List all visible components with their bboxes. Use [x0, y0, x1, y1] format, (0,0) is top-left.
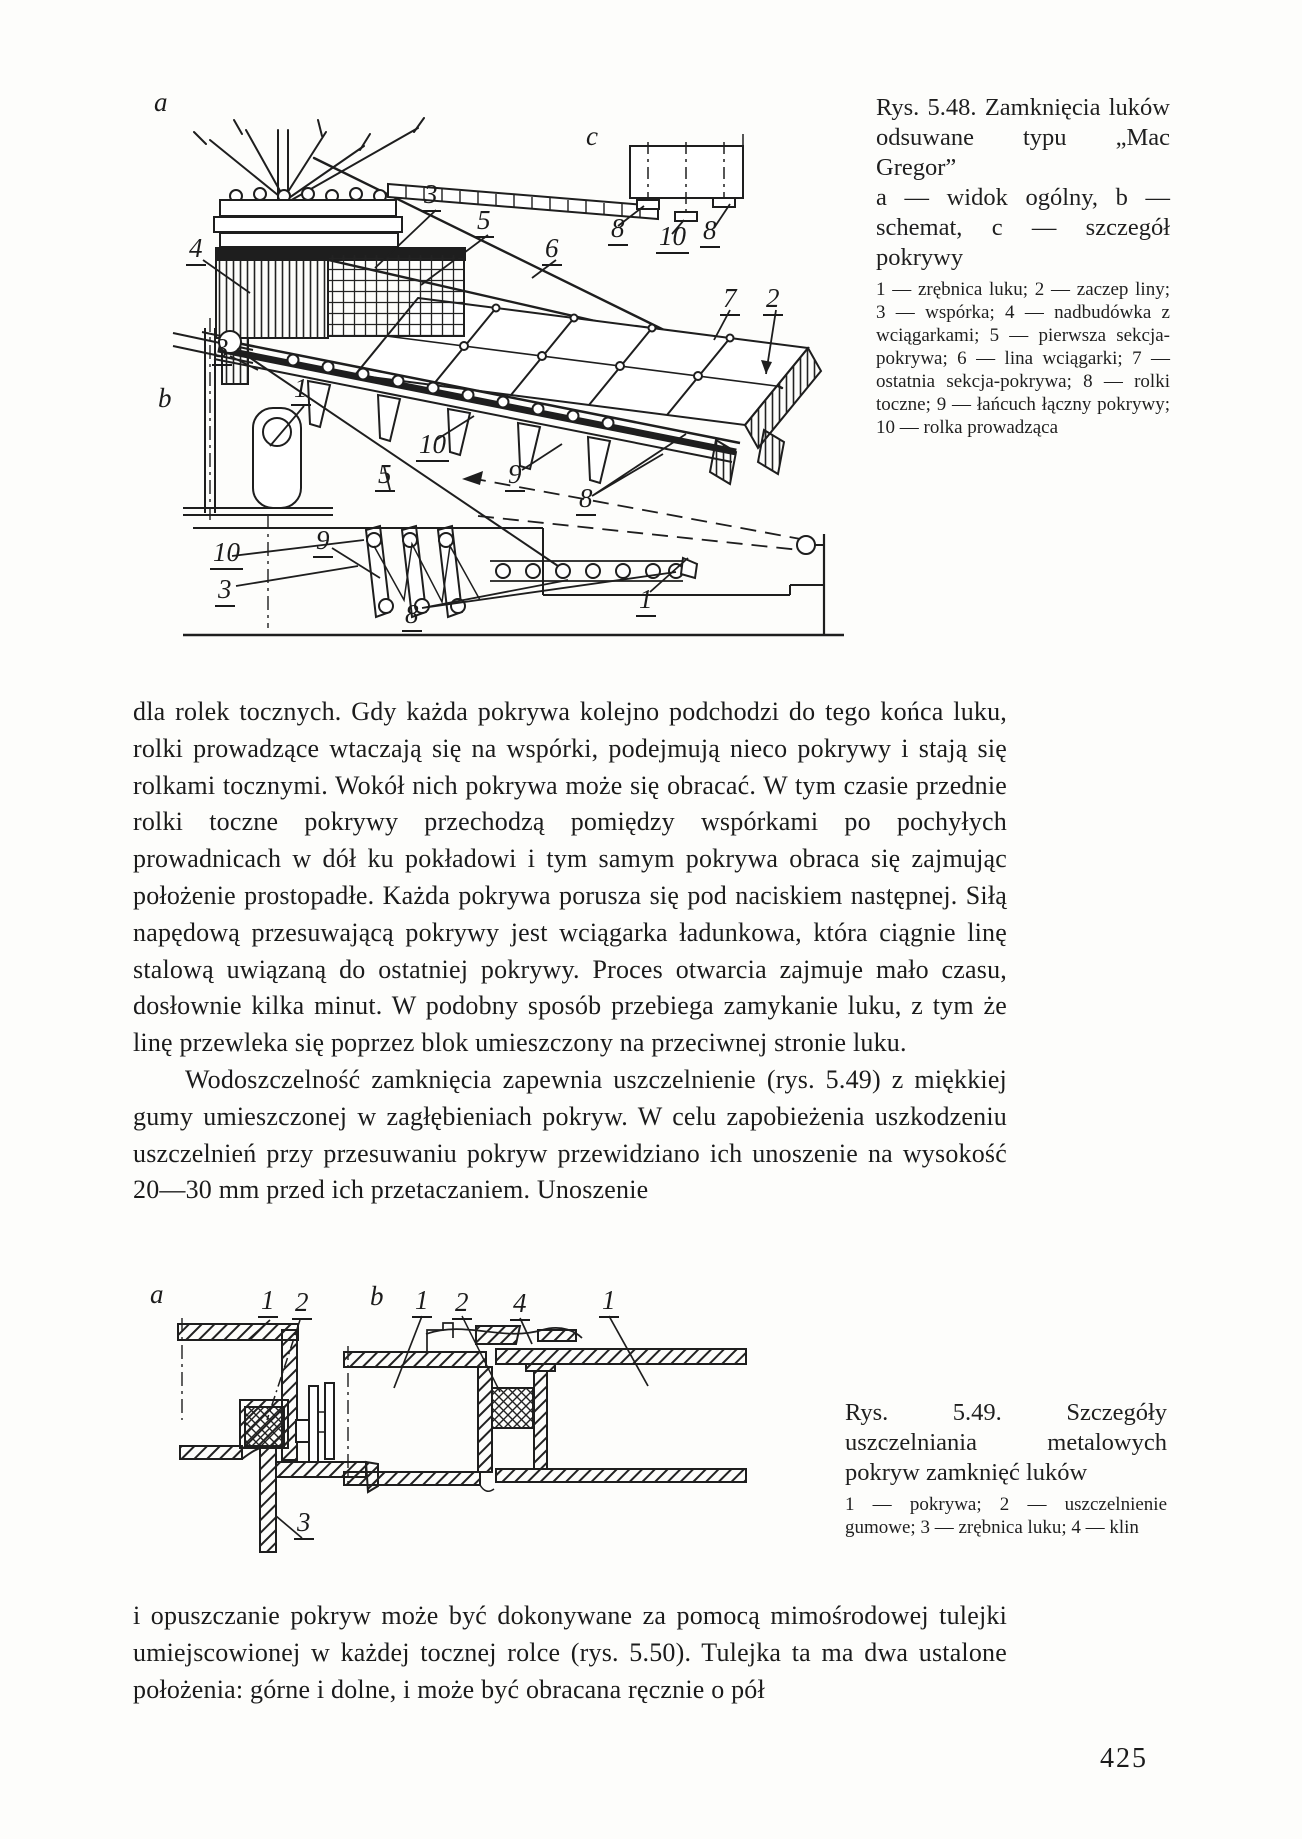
figure-annotation-5: 5: [375, 460, 395, 492]
figure-annotation-3: 3: [215, 575, 235, 607]
figure-annotation-10: 10: [210, 538, 243, 570]
figure-annotation-1: 1: [258, 1286, 278, 1318]
figure-annotation-a: a: [154, 87, 168, 117]
figure-5-48-caption-legend: 1 — zrębnica luku; 2 — zaczep liny; 3 — wspórka; 4 — nadbudówka z wciągarkami; 5 — pierwsza sekcja-pokrywa; 6 — lina wciągarki; 7 — ostatnia sekcja-pokrywa; 8 — rolki toczne; 9 — łańcuch łączny pokrywy; 10 — rolka prowadząca: [876, 279, 1170, 438]
figure-annotation-5: 5: [474, 206, 494, 238]
figure-annotation-4: 4: [510, 1289, 530, 1321]
figure-annotation-3: 3: [212, 334, 232, 366]
figure-annotation-3: 3: [294, 1508, 314, 1540]
figure-annotation-a: a: [150, 1279, 164, 1309]
figure-annotation-1: 1: [412, 1286, 432, 1318]
body-paragraph-2: Wodoszczelność zamknięcia zapewnia uszczelnienie (rys. 5.49) z miękkiej gumy umieszczonej w zagłębieniach pokryw. W celu zapobieżenia uszkodzeniu uszczelnień przy przesuwaniu pokryw przewidziano ich unoszenie na wysokość 20—30 mm przed ich przetaczaniem. Unoszenie: [133, 1064, 1007, 1205]
figure-5-49-annotations: [130, 1280, 830, 1610]
figure-annotation-8: 8: [402, 600, 422, 632]
figure-annotation-1: 1: [636, 585, 656, 617]
figure-5-48: [118, 88, 860, 653]
figure-annotation-7: 7: [720, 284, 740, 316]
figure-5-48-caption: [876, 93, 1170, 439]
figure-annotation-2: 2: [452, 1288, 472, 1320]
body-paragraph-1: dla rolek tocznych. Gdy każda pokrywa kolejno podchodzi do tego końca luku, rolki prowadzące wtaczają się na wspórki, podejmują nieco pokrywy i stają się rolkami tocznymi. Wokół nich pokrywa może się obracać. W tym czasie przednie rolki toczne pokrywy przechodzą pomiędzy wspórkami po pochyłych prowadnicach w dół ku pokładowi i tym samym pokrywa obraca się zajmując położenie prostopadłe. Każda pokrywa porusza się pod naciskiem następnej. Siłą napędową przesuwającą pokrywy jest wciągarka ładunkowa, która ciągnie linę stalową uwiązaną do ostatniej pokrywy. Proces otwarcia zajmuje mało czasu, dosłownie kilka minut. W podobny sposób przebiega zamykanie luku, z tym że linę przewleka się poprzez blok umieszczony na przeciwnej stronie luku.: [133, 697, 1007, 1058]
figure-annotation-10: 10: [416, 430, 449, 462]
figure-5-49: [130, 1280, 830, 1610]
figure-5-49-caption-legend: 1 — pokrywa; 2 — uszczelnienie gumowe; 3 — zrębnica luku; 4 — klin: [845, 1494, 1167, 1538]
figure-5-49-caption: [845, 1398, 1167, 1539]
figure-annotation-1: 1: [599, 1286, 619, 1318]
figure-annotation-8: 8: [608, 214, 628, 246]
figure-annotation-8: 8: [576, 484, 596, 516]
body-text: [133, 694, 1007, 1209]
figure-annotation-c: c: [586, 121, 598, 151]
figure-annotation-4: 4: [186, 234, 206, 266]
figure-annotation-1: 1: [291, 374, 311, 406]
figure-annotation-b: b: [370, 1281, 384, 1311]
figure-5-48-annotations: [118, 88, 860, 653]
figure-annotation-2: 2: [763, 284, 783, 316]
figure-annotation-10: 10: [656, 222, 689, 254]
figure-5-49-caption-title: Rys. 5.49. Szczegóły uszczelniania metalowych pokryw zamknięć luków: [845, 1399, 1167, 1486]
body-paragraph-3: i opuszczanie pokryw może być dokonywane za pomocą mimośrodowej tulejki umiejscowionej w każdej tocznej rolce (rys. 5.50). Tulejka ta ma dwa ustalone położenia: górne i dolne, i może być obracana ręcznie o pół: [133, 1601, 1007, 1704]
figure-annotation-3: 3: [421, 180, 441, 212]
figure-annotation-9: 9: [505, 460, 525, 492]
page-number: 425: [1100, 1743, 1148, 1774]
figure-annotation-b: b: [158, 383, 172, 413]
figure-annotation-2: 2: [292, 1288, 312, 1320]
figure-5-48-caption-sublabels: a — widok ogólny, b — schemat, c — szczegół pokrywy: [876, 184, 1170, 271]
figure-annotation-8: 8: [700, 216, 720, 248]
figure-annotation-6: 6: [542, 234, 562, 266]
figure-annotation-9: 9: [313, 526, 333, 558]
figure-5-48-caption-title: Rys. 5.48. Zamknięcia luków odsuwane typu „Mac Gregor”: [876, 94, 1170, 181]
